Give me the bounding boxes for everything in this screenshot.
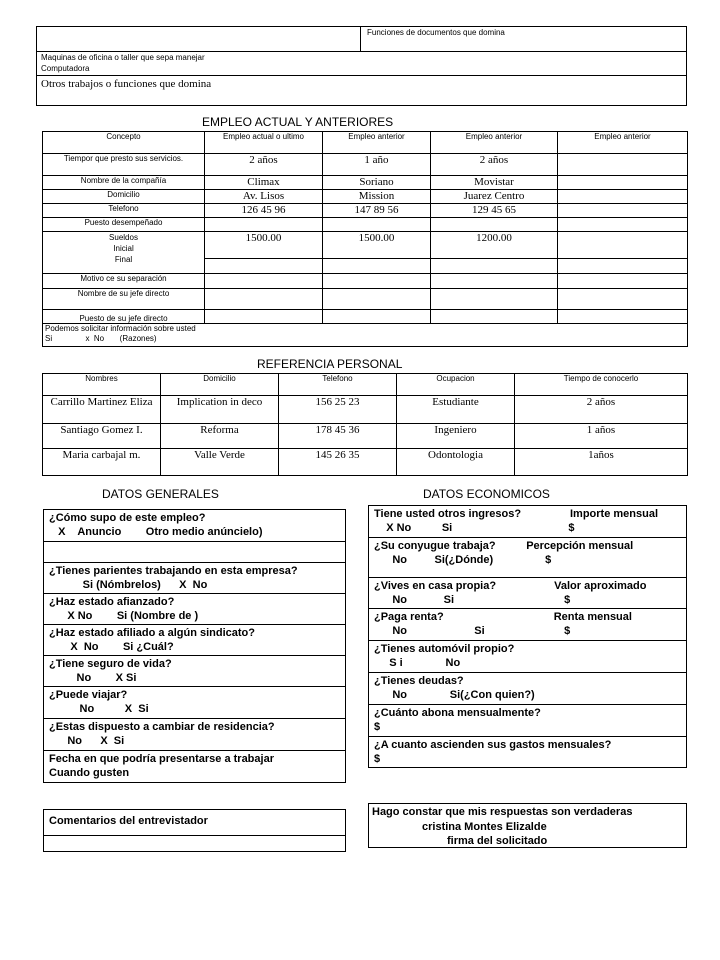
empleo-cell [558,218,688,232]
generales-question: ¿Cómo supo de este empleo? [49,512,206,524]
empleo-cell [323,274,431,289]
empleo-cell [558,154,688,176]
maquinas-value: Computadora [41,64,90,73]
referencia-heading: REFERENCIA PERSONAL [257,357,403,371]
economicos-question: ¿A cuanto ascienden sus gastos mensuales? [374,739,612,751]
generales-answer: X No Si ¿Cuál? [49,641,174,653]
empleo-row-label: Tiempor que presto sus servicios. [43,154,205,176]
referencia-row [43,449,688,476]
referencia-row [43,424,688,449]
generales-question: ¿Estas dispuesto a cambiar de residencia? [49,721,275,733]
ref-cell: 1 años [515,424,688,449]
empleo-cell: Av. Lisos [205,190,323,204]
ref-cell: 1años [515,449,688,476]
empleo-cell [205,289,323,310]
ref-header-ocupacion: Ocupacion [397,374,515,396]
empleo-cell: 2 años [431,154,558,176]
economicos-question: ¿Su conyugue trabaja? Percepción mensual [374,540,634,552]
empleo-cell: Mission [323,190,431,204]
empleo-row-puesto [43,218,688,232]
empleo-header-concepto: Concepto [43,132,205,154]
empleo-cell [323,218,431,232]
empleo-cell [323,289,431,310]
generales-answer: No X Si [49,703,149,715]
economicos-item [368,640,687,673]
economicos-item [368,505,687,538]
sueldo-final-cell [558,259,688,274]
sueldos-label: Sueldos [109,233,138,242]
inicial-label: Inicial [113,244,134,253]
ref-cell: 178 45 36 [279,424,397,449]
empleo-row-compania [43,176,688,190]
ref-cell: Odontologia [397,449,515,476]
empleo-row-label: Domicilio [43,190,205,204]
generales-answer: Cuando gusten [49,767,130,779]
empleo-row-label: Puesto de su jefe directo [43,310,205,324]
economicos-answer: No Si(¿Con quien?) [374,689,535,701]
empleo-cell: 129 45 65 [431,204,558,218]
generales-answer: X No Si (Nombre de ) [49,610,199,622]
empleo-cell [205,274,323,289]
empleo-row-domicilio [43,190,688,204]
empleo-cell [205,310,323,324]
ref-cell: 156 25 23 [279,396,397,424]
comentarios-divider [44,835,345,836]
generales-item [43,718,346,751]
empleo-row-jefe-puesto [43,310,688,324]
economicos-question: ¿Paga renta? Renta mensual [374,611,632,623]
sueldos-label-cell [43,232,205,274]
empleo-cell [558,204,688,218]
generales-heading: DATOS GENERALES [102,487,219,501]
ref-cell: Implication in deco [161,396,279,424]
empleo-row-label: Motivo ce su separación [43,274,205,289]
constancia-line-1: Hago constar que mis respuestas son verdaderas [372,806,633,818]
empleo-cell [558,310,688,324]
generales-answer: No X Si [49,735,125,747]
empleo-cell: Soriano [323,176,431,190]
podemos-options: Si x No (Razones) [45,334,157,343]
generales-item [43,655,346,687]
top-divider [360,27,361,51]
economicos-answer: S i No [374,657,461,669]
ref-cell: Carrillo Martinez Eliza [43,396,161,424]
ref-cell: 145 26 35 [279,449,397,476]
sueldo-final-cell [323,259,431,274]
constancia-signature-caption: firma del solicitado [447,835,548,847]
sueldo-inicial-cell: 1500.00 [205,232,323,259]
sueldo-final-cell [431,259,558,274]
empleo-cell [558,289,688,310]
empleo-row-podemos [43,324,688,347]
economicos-question: ¿Cuánto abona mensualmente? [374,707,541,719]
economicos-answer: No Si(¿Dónde) $ [374,554,552,566]
economicos-heading: DATOS ECONOMICOS [423,487,550,501]
empleo-row-jefe-nombre [43,289,688,310]
economicos-answer: No Si $ [374,625,571,637]
ref-cell: Santiago Gomez I. [43,424,161,449]
empleo-cell: 126 45 96 [205,204,323,218]
empleo-cell: 1 año [323,154,431,176]
empleo-heading: EMPLEO ACTUAL Y ANTERIORES [202,115,394,129]
empleo-cell [558,274,688,289]
ref-header-nombres: Nombres [43,374,161,396]
empleo-row-sueldos [43,232,688,259]
sueldo-inicial-cell: 1500.00 [323,232,431,259]
empleo-header-row [43,132,688,154]
funciones-label: Funciones de documentos que domina [367,28,505,37]
economicos-item [368,736,687,768]
referencia-header-row [43,374,688,396]
economicos-item [368,704,687,737]
empleo-row-label: Puesto desempeñado [43,218,205,232]
generales-item [43,509,346,542]
empleo-header-anterior-2: Empleo anterior [431,132,558,154]
empleo-header-anterior-1: Empleo anterior [323,132,431,154]
economicos-answer: X No Si $ [374,522,575,534]
empleo-row-label: Nombre de la compañía [43,176,205,190]
generales-item [43,562,346,594]
empleo-row-telefono [43,204,688,218]
generales-question: ¿Haz estado afiliado a algún sindicato? [49,627,255,639]
generales-item [43,593,346,625]
ref-header-telefono: Telefono [279,374,397,396]
generales-answer: X Anuncio Otro medio anúncielo) [49,526,263,538]
generales-blank-row [43,541,346,563]
empleo-cell [431,289,558,310]
top-functions-row [36,26,687,52]
constancia-signature-name: cristina Montes Elizalde [422,821,547,833]
empleo-cell [323,310,431,324]
ref-cell: Reforma [161,424,279,449]
sueldo-inicial-cell [558,232,688,259]
otros-row [36,75,687,106]
empleo-cell [431,274,558,289]
ref-header-tiempo: Tiempo de conocerlo [515,374,688,396]
maquinas-row [36,51,687,76]
economicos-item [368,672,687,705]
sueldo-final-cell [205,259,323,274]
empleo-header-anterior-3: Empleo anterior [558,132,688,154]
economicos-answer: $ [374,753,381,765]
economicos-question: ¿Tienes deudas? [374,675,464,687]
empleo-cell: 147 89 56 [323,204,431,218]
ref-cell: Ingeniero [397,424,515,449]
referencia-table [42,373,688,476]
podemos-label: Podemos solicitar información sobre usted [45,324,196,333]
empleo-row-tiempo [43,154,688,176]
generales-item [43,686,346,719]
generales-question: ¿Puede viajar? [49,689,128,701]
empleo-row-label: Nombre de su jefe directo [43,289,205,310]
economicos-answer: $ [374,721,381,733]
empleo-cell [431,310,558,324]
generales-answer: Si (Nómbrelos) X No [49,579,208,591]
generales-question: Fecha en que podría presentarse a trabajar [49,753,274,765]
ref-cell: Valle Verde [161,449,279,476]
economicos-question: ¿Tienes automóvil propio? [374,643,515,655]
empleo-cell: Juarez Centro [431,190,558,204]
empleo-row-label: Telefono [43,204,205,218]
empleo-cell [205,218,323,232]
maquinas-label: Maquinas de oficina o taller que sepa manejar [41,53,205,62]
generales-question: ¿Tienes parientes trabajando en esta empresa? [49,565,298,577]
economicos-question: Tiene usted otros ingresos? Importe mensual [374,508,659,520]
economicos-answer: No Si $ [374,594,571,606]
empleo-cell [558,190,688,204]
comentarios-label: Comentarios del entrevistador [49,815,208,827]
generales-question: ¿Haz estado afianzado? [49,596,175,608]
final-label: Final [114,255,133,264]
empleo-cell: Climax [205,176,323,190]
empleo-cell: Movistar [431,176,558,190]
economicos-item [368,537,687,578]
referencia-row [43,396,688,424]
empleo-row-motivo [43,274,688,289]
ref-cell: Estudiante [397,396,515,424]
comentarios-box [43,809,346,852]
empleo-cell [431,218,558,232]
generales-question: ¿Tiene seguro de vida? [49,658,172,670]
podemos-cell [43,324,688,347]
sueldo-inicial-cell: 1200.00 [431,232,558,259]
ref-header-domicilio: Domicilio [161,374,279,396]
empleo-table [42,131,688,347]
generales-item [43,750,346,783]
economicos-item [368,608,687,641]
economicos-question: ¿Vives en casa propia? Valor aproximado [374,580,647,592]
ref-cell: Maria carbajal m. [43,449,161,476]
generales-answer: No X Si [49,672,137,684]
constancia-box [368,803,687,848]
empleo-cell: 2 años [205,154,323,176]
ref-cell: 2 años [515,396,688,424]
otros-label: Otros trabajos o funciones que domina [41,78,212,90]
empleo-header-actual: Empleo actual o ultimo [205,132,323,154]
economicos-item [368,577,687,609]
empleo-cell [558,176,688,190]
generales-item [43,624,346,656]
